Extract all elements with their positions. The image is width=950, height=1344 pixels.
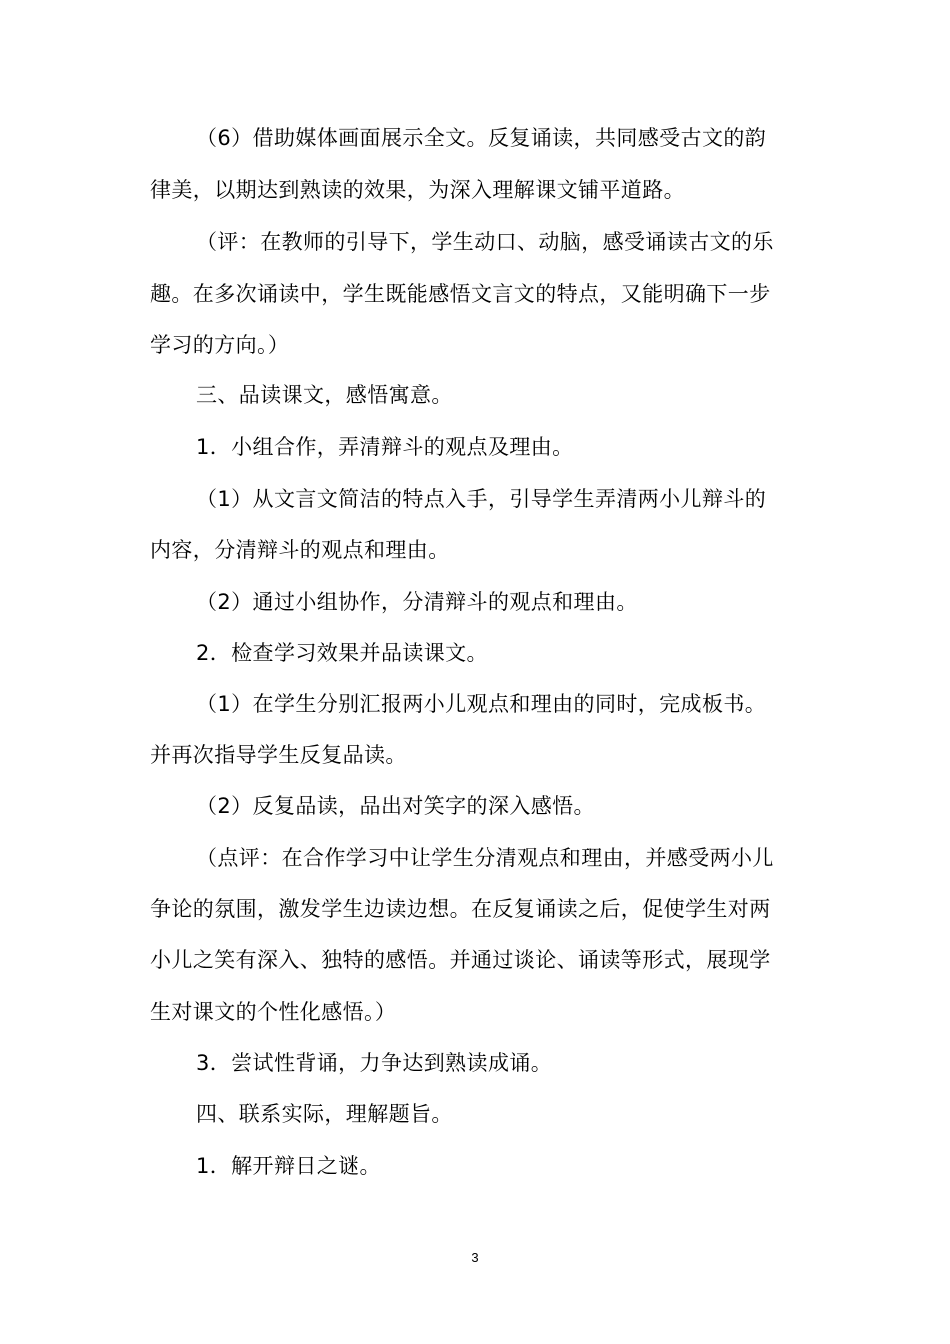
section-heading: 三、品读课文，感悟寓意。 [196, 383, 453, 407]
paragraph-line: （2）反复品读，品出对笑字的深入感悟。 [196, 794, 595, 818]
paragraph-line: 小儿之笑有深入、独特的感悟。并通过谈论、诵读等形式，展现学 [150, 948, 771, 972]
paragraph-line: （1）在学生分别汇报两小儿观点和理由的同时，完成板书。 [196, 692, 767, 716]
paragraph-line: 生对课文的个性化感悟。） [150, 1000, 397, 1024]
paragraph-line: 2．检查学习效果并品读课文。 [196, 641, 488, 665]
paragraph-line: （1）从文言文简洁的特点入手，引导学生弄清两小儿辩斗的 [196, 487, 767, 511]
paragraph-line: 并再次指导学生反复品读。 [150, 743, 407, 767]
paragraph-line: 趣。在多次诵读中，学生既能感悟文言文的特点，又能明确下一步 [150, 282, 771, 306]
paragraph-line: （评：在教师的引导下，学生动口、动脑，感受诵读古文的乐 [196, 230, 774, 254]
paragraph-line: （2）通过小组协作，分清辩斗的观点和理由。 [196, 590, 638, 614]
paragraph-line: 学习的方向。） [150, 333, 290, 357]
paragraph-line: 1．小组合作，弄清辩斗的观点及理由。 [196, 435, 574, 459]
paragraph-line: （点评：在合作学习中让学生分清观点和理由，并感受两小儿 [196, 846, 774, 870]
section-heading: 四、联系实际，理解题旨。 [196, 1102, 453, 1126]
page-number: 3 [471, 1250, 479, 1265]
paragraph-line: 律美，以期达到熟读的效果，为深入理解课文铺平道路。 [150, 178, 685, 202]
paragraph-line: 争论的氛围，激发学生边读边想。在反复诵读之后，促使学生对两 [150, 897, 771, 921]
paragraph-line: 内容，分清辩斗的观点和理由。 [150, 538, 450, 562]
paragraph-line: （6）借助媒体画面展示全文。反复诵读，共同感受古文的韵 [196, 126, 767, 150]
paragraph-line: 3．尝试性背诵，力争达到熟读成诵。 [196, 1051, 553, 1075]
paragraph-line: 1．解开辩日之谜。 [196, 1154, 381, 1178]
